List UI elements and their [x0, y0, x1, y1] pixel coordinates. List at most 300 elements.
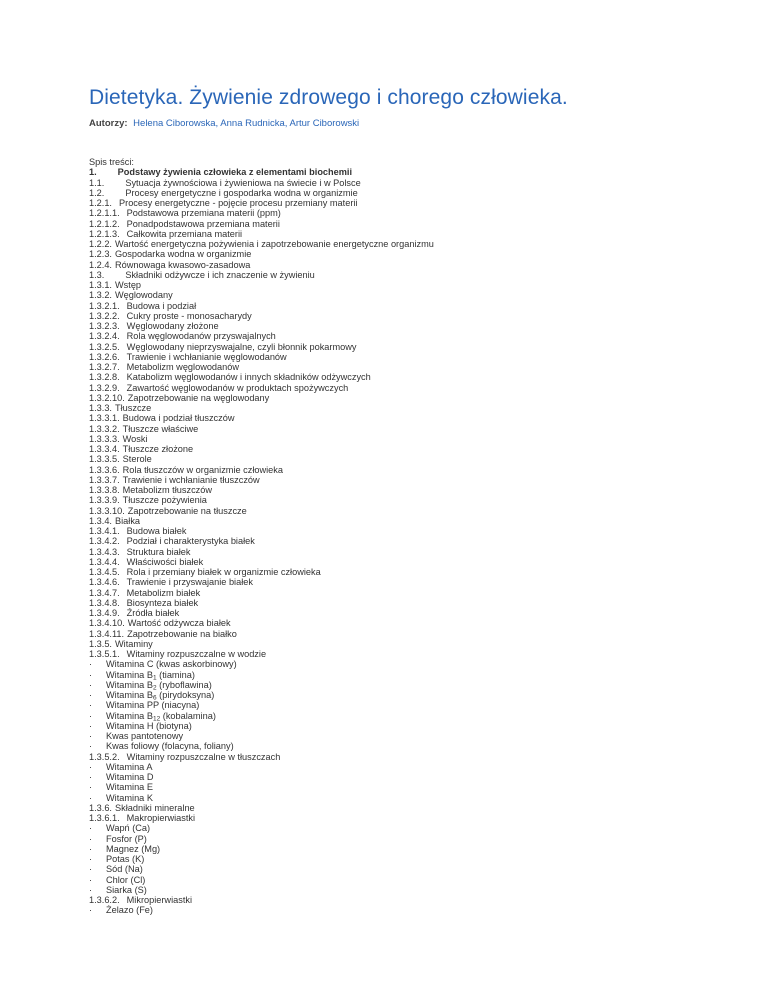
toc-item-number: 1.3.3.1.: [89, 413, 120, 424]
toc-item: [89, 475, 434, 485]
toc-item-text: Węglowodany nieprzyswajalne, czyli błonnik pokarmowy: [126, 341, 357, 352]
toc-item: [89, 352, 434, 362]
toc-item-text: Właściwości białek: [126, 556, 204, 567]
toc-item: [89, 895, 434, 905]
toc-item-label: [127, 547, 191, 557]
toc-item-text: Ponadpodstawowa przemiana materii: [126, 218, 280, 229]
toc-item-number: 1.2.3.: [89, 249, 112, 260]
toc-item-number: 1.3.2.5.: [89, 341, 120, 352]
toc-item-label: [127, 598, 199, 608]
toc-item: [89, 598, 434, 608]
toc-item-number: 1.3.4.7.: [89, 587, 120, 598]
toc-item-subscript: 1: [152, 674, 157, 681]
toc-item-label: [127, 526, 187, 536]
toc-item-text: Sterole: [122, 454, 152, 465]
toc-item-label: [115, 639, 153, 649]
toc-item: [89, 506, 434, 516]
toc-item-text: Źródła białek: [126, 608, 180, 618]
toc-item: [89, 321, 434, 331]
toc-item-number: 1.3.2.7.: [89, 362, 120, 372]
toc-item-text: Wartość odżywcza białek: [127, 618, 231, 629]
toc-item-label: [115, 290, 173, 300]
toc-item-label: [127, 208, 281, 218]
toc-item-subscript: 12: [152, 715, 161, 722]
toc-item-text: Witamina PP (niacyna): [106, 700, 200, 711]
toc-item-label: [106, 793, 153, 803]
toc-item-text: Makropierwiastki: [126, 813, 196, 823]
toc-item-number: 1.2.: [89, 187, 105, 198]
toc-item-text: Żelazo (Fe): [106, 905, 153, 916]
toc-item-text: Magnez (Mg): [106, 843, 161, 854]
toc-item-label: [106, 741, 234, 751]
toc-item-label: [127, 383, 349, 393]
toc-bullet-item: [89, 700, 434, 710]
toc-item-number: 1.3.3.9.: [89, 495, 120, 506]
toc-item-text: Siarka (S): [106, 884, 147, 895]
toc-item-number: 1.3.4.2.: [89, 536, 120, 547]
toc-item-label: [106, 905, 153, 915]
toc-item-text: Procesy energetyczne i gospodarka wodna w organizmie: [125, 187, 358, 198]
toc-item-number: ·: [89, 761, 93, 772]
toc-item: [89, 290, 434, 300]
toc-item-number: ·: [89, 659, 93, 670]
toc-item-label: [127, 362, 239, 372]
toc-item-number: 1.3.5.1.: [89, 649, 120, 659]
toc-item-label: [106, 762, 152, 772]
toc-item-label: [123, 434, 148, 444]
toc-item-label: [127, 301, 196, 311]
toc-item-label: [127, 342, 357, 352]
toc-item-number: 1.2.4.: [89, 259, 112, 270]
toc-item-number: 1.3.4.5.: [89, 567, 120, 577]
toc-item-label: [106, 659, 237, 669]
toc-item-number: 1.3.2.8.: [89, 372, 120, 383]
toc-item-number: 1.3.3.2.: [89, 423, 120, 434]
toc-item-text: Składniki mineralne: [115, 802, 195, 813]
toc-item-label: [127, 752, 281, 762]
toc-item-number: 1.3.4.9.: [89, 608, 120, 618]
toc-item-number: 1.3.6.2.: [89, 895, 120, 905]
toc-item: [89, 495, 434, 505]
toc-item-label: [115, 803, 195, 813]
toc-bullet-item: [89, 659, 434, 669]
toc-item-text: Trawienie i wchłanianie tłuszczów: [122, 474, 260, 485]
toc-item-number: 1.3.2.9.: [89, 382, 120, 393]
toc-item: [89, 198, 434, 208]
toc-item-text: Woski: [122, 433, 148, 444]
toc-item-label: [123, 424, 199, 434]
toc-item-number: ·: [89, 772, 93, 782]
toc-item-number: 1.3.4.11.: [89, 628, 125, 639]
toc-item-text: Zapotrzebowanie na białko: [127, 628, 237, 639]
authors-line: [89, 118, 359, 129]
toc-item-label: [127, 557, 204, 567]
toc-item-label: [106, 782, 153, 792]
toc-bullet-item: [89, 844, 434, 854]
document-title: Dietetyka. Żywienie zdrowego i chorego człowieka.: [89, 86, 568, 109]
toc-item-number: ·: [89, 720, 93, 731]
toc-item-number: 1.3.2.1.: [89, 300, 120, 311]
toc-item: [89, 567, 434, 577]
toc-item-label: [106, 823, 150, 833]
toc-item-text: Metabolizm białek: [126, 587, 201, 598]
toc-item-text: Procesy energetyczne - pojęcie procesu przemiany materii: [119, 198, 358, 208]
toc-item-text: Witamina B: [106, 690, 153, 700]
toc-item: [89, 557, 434, 567]
toc-item-label: [127, 311, 252, 321]
toc-item: [89, 372, 434, 382]
toc-item-text: Tłuszcze pożywienia: [122, 495, 207, 506]
toc-item-number: 1.3.2.4.: [89, 331, 120, 342]
toc-item-text: Gospodarka wodna w organizmie: [115, 249, 252, 260]
toc-item-text: Metabolizm węglowodanów: [126, 362, 240, 372]
toc-item-number: 1.3.6.: [89, 802, 112, 813]
toc-bullet-item: [89, 772, 434, 782]
toc-item-label: [115, 516, 140, 526]
toc-item: [89, 588, 434, 598]
toc-bullet-item: [89, 782, 434, 792]
toc-item-text: Tłuszcze złożone: [122, 444, 194, 454]
toc-item-number: ·: [89, 690, 93, 700]
toc-item-label: [106, 690, 214, 700]
toc-item-label: [115, 239, 434, 249]
toc-item-text: Kwas foliowy (folacyna, foliany): [106, 741, 234, 752]
toc-item: [89, 383, 434, 393]
toc-item: [89, 188, 434, 198]
toc-item-label: [127, 567, 321, 577]
toc-item-text: Witamina B: [106, 710, 153, 721]
toc-item-number: 1.3.3.: [89, 403, 112, 413]
toc-item-text: Witamina H (biotyna): [106, 720, 192, 731]
toc-item: [89, 618, 434, 628]
toc-item-number: 1.3.3.3.: [89, 433, 120, 444]
toc-item-number: 1.3.2.3.: [89, 321, 120, 331]
toc-item-label: [123, 465, 283, 475]
toc-bullet-item: [89, 711, 434, 721]
toc-item: [89, 413, 434, 423]
toc-item-text: Rola i przemiany białek w organizmie człowieka: [126, 567, 321, 577]
toc-item: [89, 393, 434, 403]
toc-item-text: Rola węglowodanów przyswajalnych: [126, 331, 276, 342]
toc-item: [89, 629, 434, 639]
toc-item-text: Witamina K: [106, 792, 153, 803]
toc-item-number: ·: [89, 741, 93, 752]
toc-item-number: ·: [89, 843, 93, 854]
toc-item-text: Potas (K): [106, 854, 145, 864]
toc-item: [89, 752, 434, 762]
toc-item-number: ·: [89, 864, 93, 875]
toc-item-label: [127, 536, 255, 546]
toc-item-text-suffix: (pirydoksyna): [156, 690, 215, 700]
toc-item-number: 1.: [89, 167, 97, 178]
toc-item: [89, 249, 434, 259]
toc-item-label: [106, 670, 195, 680]
toc-item-number: 1.2.2.: [89, 239, 112, 249]
toc-item-label: [123, 475, 260, 485]
toc-item-number: ·: [89, 710, 93, 721]
toc-item: [89, 536, 434, 546]
toc-item-label: [106, 711, 216, 721]
toc-item-number: 1.3.4.4.: [89, 556, 120, 567]
toc-item-number: ·: [89, 833, 93, 844]
toc-item: [89, 270, 434, 280]
toc-item-label: [123, 485, 212, 495]
toc-item-text-suffix: (kobalamina): [160, 710, 216, 721]
toc-item: [89, 280, 434, 290]
toc-item-text: Witamina C (kwas askorbinowy): [106, 659, 237, 670]
toc-item-label: [127, 321, 219, 331]
toc-item-number: 1.3.3.7.: [89, 474, 120, 485]
toc-item-text: Fosfor (P): [106, 833, 147, 844]
toc-item-text: Wartość energetyczna pożywienia i zapotrzebowanie energetyczne organizmu: [115, 239, 434, 249]
toc-item-label: [127, 813, 195, 823]
toc-item: [89, 229, 434, 239]
toc-item-text: Witaminy rozpuszczalne w tłuszczach: [126, 751, 281, 762]
toc-item-number: 1.3.6.1.: [89, 813, 120, 823]
toc-item-label: [123, 444, 193, 454]
toc-item-text: Witamina A: [106, 761, 153, 772]
toc-item-text: Witamina B: [106, 679, 153, 690]
toc-item-label: [125, 178, 360, 188]
toc-item: [89, 547, 434, 557]
toc-item-label: [127, 372, 371, 382]
toc-item: [89, 485, 434, 495]
toc-item-label: [127, 608, 180, 618]
toc-item: [89, 403, 434, 413]
toc-item-label: [123, 413, 235, 423]
toc-item: [89, 803, 434, 813]
toc-bullet-item: [89, 741, 434, 751]
toc-item-text: Białka: [115, 515, 141, 526]
toc-item-text: Cukry proste - monosacharydy: [126, 310, 252, 321]
toc-bullet-item: [89, 823, 434, 833]
toc-item: [89, 444, 434, 454]
toc-item: [89, 577, 434, 587]
toc-item-number: ·: [89, 884, 93, 895]
toc-item-text: Witamina E: [106, 782, 153, 793]
toc-item-text: Rola tłuszczów w organizmie człowieka: [122, 464, 283, 475]
toc-item: [89, 219, 434, 229]
toc-item-subscript: 2: [152, 684, 157, 692]
toc-item-number: ·: [89, 823, 93, 834]
toc-item: [89, 167, 434, 177]
toc-item-text: Biosynteza białek: [126, 597, 199, 608]
toc-bullet-item: [89, 834, 434, 844]
toc-item-label: [106, 854, 144, 864]
toc-item-text: Chlor (Cl): [106, 874, 146, 885]
toc-item-text: Sód (Na): [106, 864, 143, 875]
toc-item-label: [106, 864, 143, 874]
toc-item-number: ·: [89, 782, 93, 793]
toc-item-label: [127, 629, 237, 639]
toc-item: [89, 208, 434, 218]
toc-item-number: ·: [89, 905, 93, 916]
authors-label: Autorzy:: [89, 118, 128, 129]
toc-item-text: Witamina D: [106, 772, 154, 782]
toc-item-label: [123, 495, 207, 505]
toc-item: [89, 301, 434, 311]
toc-bullet-item: [89, 885, 434, 895]
toc-item-label: [125, 188, 357, 198]
toc-item: [89, 424, 434, 434]
toc-item-label: [127, 577, 253, 587]
toc-item-number: 1.3.4.6.: [89, 577, 120, 588]
toc-item-text: Węglowodany: [115, 290, 173, 301]
toc-item-text: Węglowodany złożone: [126, 321, 219, 331]
toc-item-label: [106, 700, 199, 710]
toc-item: [89, 516, 434, 526]
authors-names: Helena Ciborowska, Anna Rudnicka, Artur Ciborowski: [133, 118, 360, 129]
toc-item-number: 1.3.2.2.: [89, 310, 120, 321]
toc-item-number: ·: [89, 679, 93, 690]
toc-bullet-item: [89, 731, 434, 741]
toc-item-text: Wstęp: [115, 280, 142, 290]
toc-item-label: [127, 229, 242, 239]
toc-item-number: 1.2.1.: [89, 198, 112, 208]
toc-item: [89, 342, 434, 352]
toc-item-label: [115, 280, 141, 290]
toc-item-text: Budowa białek: [126, 526, 187, 536]
toc-item: [89, 526, 434, 536]
toc-item-label: [106, 844, 160, 854]
toc-item-number: 1.3.3.8.: [89, 485, 120, 495]
toc-item: [89, 178, 434, 188]
toc-item-number: ·: [89, 874, 93, 885]
toc-item-number: 1.3.1.: [89, 280, 112, 290]
toc-item-text: Całkowita przemiana materii: [126, 228, 243, 239]
toc-item: [89, 608, 434, 618]
toc-item-label: [127, 219, 280, 229]
toc-item-number: 1.3.4.: [89, 515, 112, 526]
toc-item-number: 1.3.4.8.: [89, 597, 120, 608]
toc-item-label: [118, 167, 352, 177]
toc-item-text: Zapotrzebowanie na tłuszcze: [127, 505, 247, 516]
toc-item-text: Podstawowa przemiana materii (ppm): [126, 208, 281, 219]
toc-item-label: [106, 680, 212, 690]
toc-item-text: Podział i charakterystyka białek: [126, 536, 255, 547]
toc-item-number: 1.3.3.4.: [89, 444, 120, 454]
toc-item-text: Kwas pantotenowy: [106, 731, 184, 741]
toc-item-number: 1.3.4.1.: [89, 526, 120, 536]
toc-item-text: Trawienie i przyswajanie białek: [126, 577, 253, 588]
toc-heading: Spis treści:: [89, 157, 134, 167]
toc-item-text: Podstawy żywienia człowieka z elementami biochemii: [117, 167, 353, 178]
toc-item: [89, 434, 434, 444]
toc-item-text: Zawartość węglowodanów w produktach spożywczych: [126, 382, 349, 393]
toc-item-text: Witaminy: [115, 638, 153, 649]
toc-bullet-item: [89, 864, 434, 874]
toc-item-number: 1.3.: [89, 269, 105, 280]
toc-item-text: Katabolizm węglowodanów i innych składników odżywczych: [126, 372, 371, 383]
toc-item-text: Budowa i podział tłuszczów: [122, 413, 235, 424]
toc-item: [89, 362, 434, 372]
toc-item-number: 1.2.1.1.: [89, 208, 120, 219]
toc-item-text: Sytuacja żywnościowa i żywieniowa na świecie i w Polsce: [125, 177, 361, 188]
toc-item-number: 1.3.3.5.: [89, 454, 120, 465]
toc-item-number: 1.3.4.3.: [89, 546, 120, 557]
toc-item: [89, 311, 434, 321]
table-of-contents: [89, 157, 434, 916]
toc-bullet-item: [89, 905, 434, 915]
toc-item-label: [115, 249, 251, 259]
toc-item-text: Równowaga kwasowo-zasadowa: [115, 259, 251, 270]
toc-bullet-item: [89, 762, 434, 772]
toc-item-text: Tłuszcze właściwe: [122, 423, 199, 434]
toc-item-text-suffix: (ryboflawina): [156, 679, 212, 690]
toc-bullet-item: [89, 793, 434, 803]
toc-item-text: Trawienie i wchłanianie węglowodanów: [126, 351, 287, 362]
toc-item-text: Witaminy rozpuszczalne w wodzie: [126, 649, 267, 659]
toc-item-label: [106, 875, 145, 885]
toc-item-text: Składniki odżywcze i ich znaczenie w żywieniu: [125, 269, 315, 280]
toc-item-text-suffix: (tiamina): [156, 669, 195, 680]
toc-item-label: [125, 270, 314, 280]
toc-item-text: Zapotrzebowanie na węglowodany: [127, 392, 270, 403]
toc-item-label: [128, 393, 269, 403]
toc-item-label: [115, 260, 250, 270]
toc-item-subscript: 6: [152, 694, 157, 702]
toc-item-text: Witamina B: [106, 669, 153, 680]
toc-item-label: [128, 506, 247, 516]
toc-item-label: [106, 885, 147, 895]
toc-item-number: ·: [89, 854, 93, 864]
toc-item-text: Mikropierwiastki: [126, 895, 193, 905]
toc-item: [89, 465, 434, 475]
toc-item-label: [127, 649, 266, 659]
toc-item-number: 1.3.4.10.: [89, 618, 125, 629]
toc-item: [89, 239, 434, 249]
toc-item-label: [115, 403, 151, 413]
toc-item: [89, 454, 434, 464]
toc-item: [89, 260, 434, 270]
toc-item-label: [127, 588, 201, 598]
toc-item-number: ·: [89, 669, 93, 680]
toc-item: [89, 331, 434, 341]
toc-item-number: 1.2.1.3.: [89, 228, 120, 239]
toc-bullet-item: [89, 690, 434, 700]
toc-item-number: 1.3.3.6.: [89, 464, 120, 475]
toc-item-number: 1.3.2.: [89, 290, 112, 301]
toc-bullet-item: [89, 721, 434, 731]
toc-item-label: [128, 618, 231, 628]
toc-item-text: Wapń (Ca): [106, 823, 151, 834]
toc-item-number: 1.3.2.10.: [89, 392, 125, 403]
toc-item-label: [119, 198, 357, 208]
toc-item-number: 1.3.5.: [89, 638, 112, 649]
toc-item-number: 1.1.: [89, 177, 105, 188]
toc-bullet-item: [89, 854, 434, 864]
toc-item-label: [106, 731, 183, 741]
toc-item-number: ·: [89, 792, 93, 803]
toc-bullet-item: [89, 670, 434, 680]
toc-item-label: [123, 454, 152, 464]
toc-item-text: Tłuszcze: [115, 403, 152, 413]
toc-item-text: Metabolizm tłuszczów: [122, 485, 213, 495]
toc-item-text: Struktura białek: [126, 546, 191, 557]
toc-bullet-item: [89, 875, 434, 885]
toc-item-label: [106, 834, 147, 844]
toc-item: [89, 639, 434, 649]
toc-item-number: 1.3.3.10.: [89, 505, 125, 516]
toc-item-number: 1.3.2.6.: [89, 351, 120, 362]
toc-item: [89, 649, 434, 659]
toc-item: [89, 813, 434, 823]
toc-bullet-item: [89, 680, 434, 690]
toc-item-text: Budowa i podział: [126, 300, 197, 311]
toc-item-label: [127, 895, 192, 905]
toc-item-number: 1.2.1.2.: [89, 218, 120, 229]
toc-item-number: ·: [89, 700, 93, 711]
